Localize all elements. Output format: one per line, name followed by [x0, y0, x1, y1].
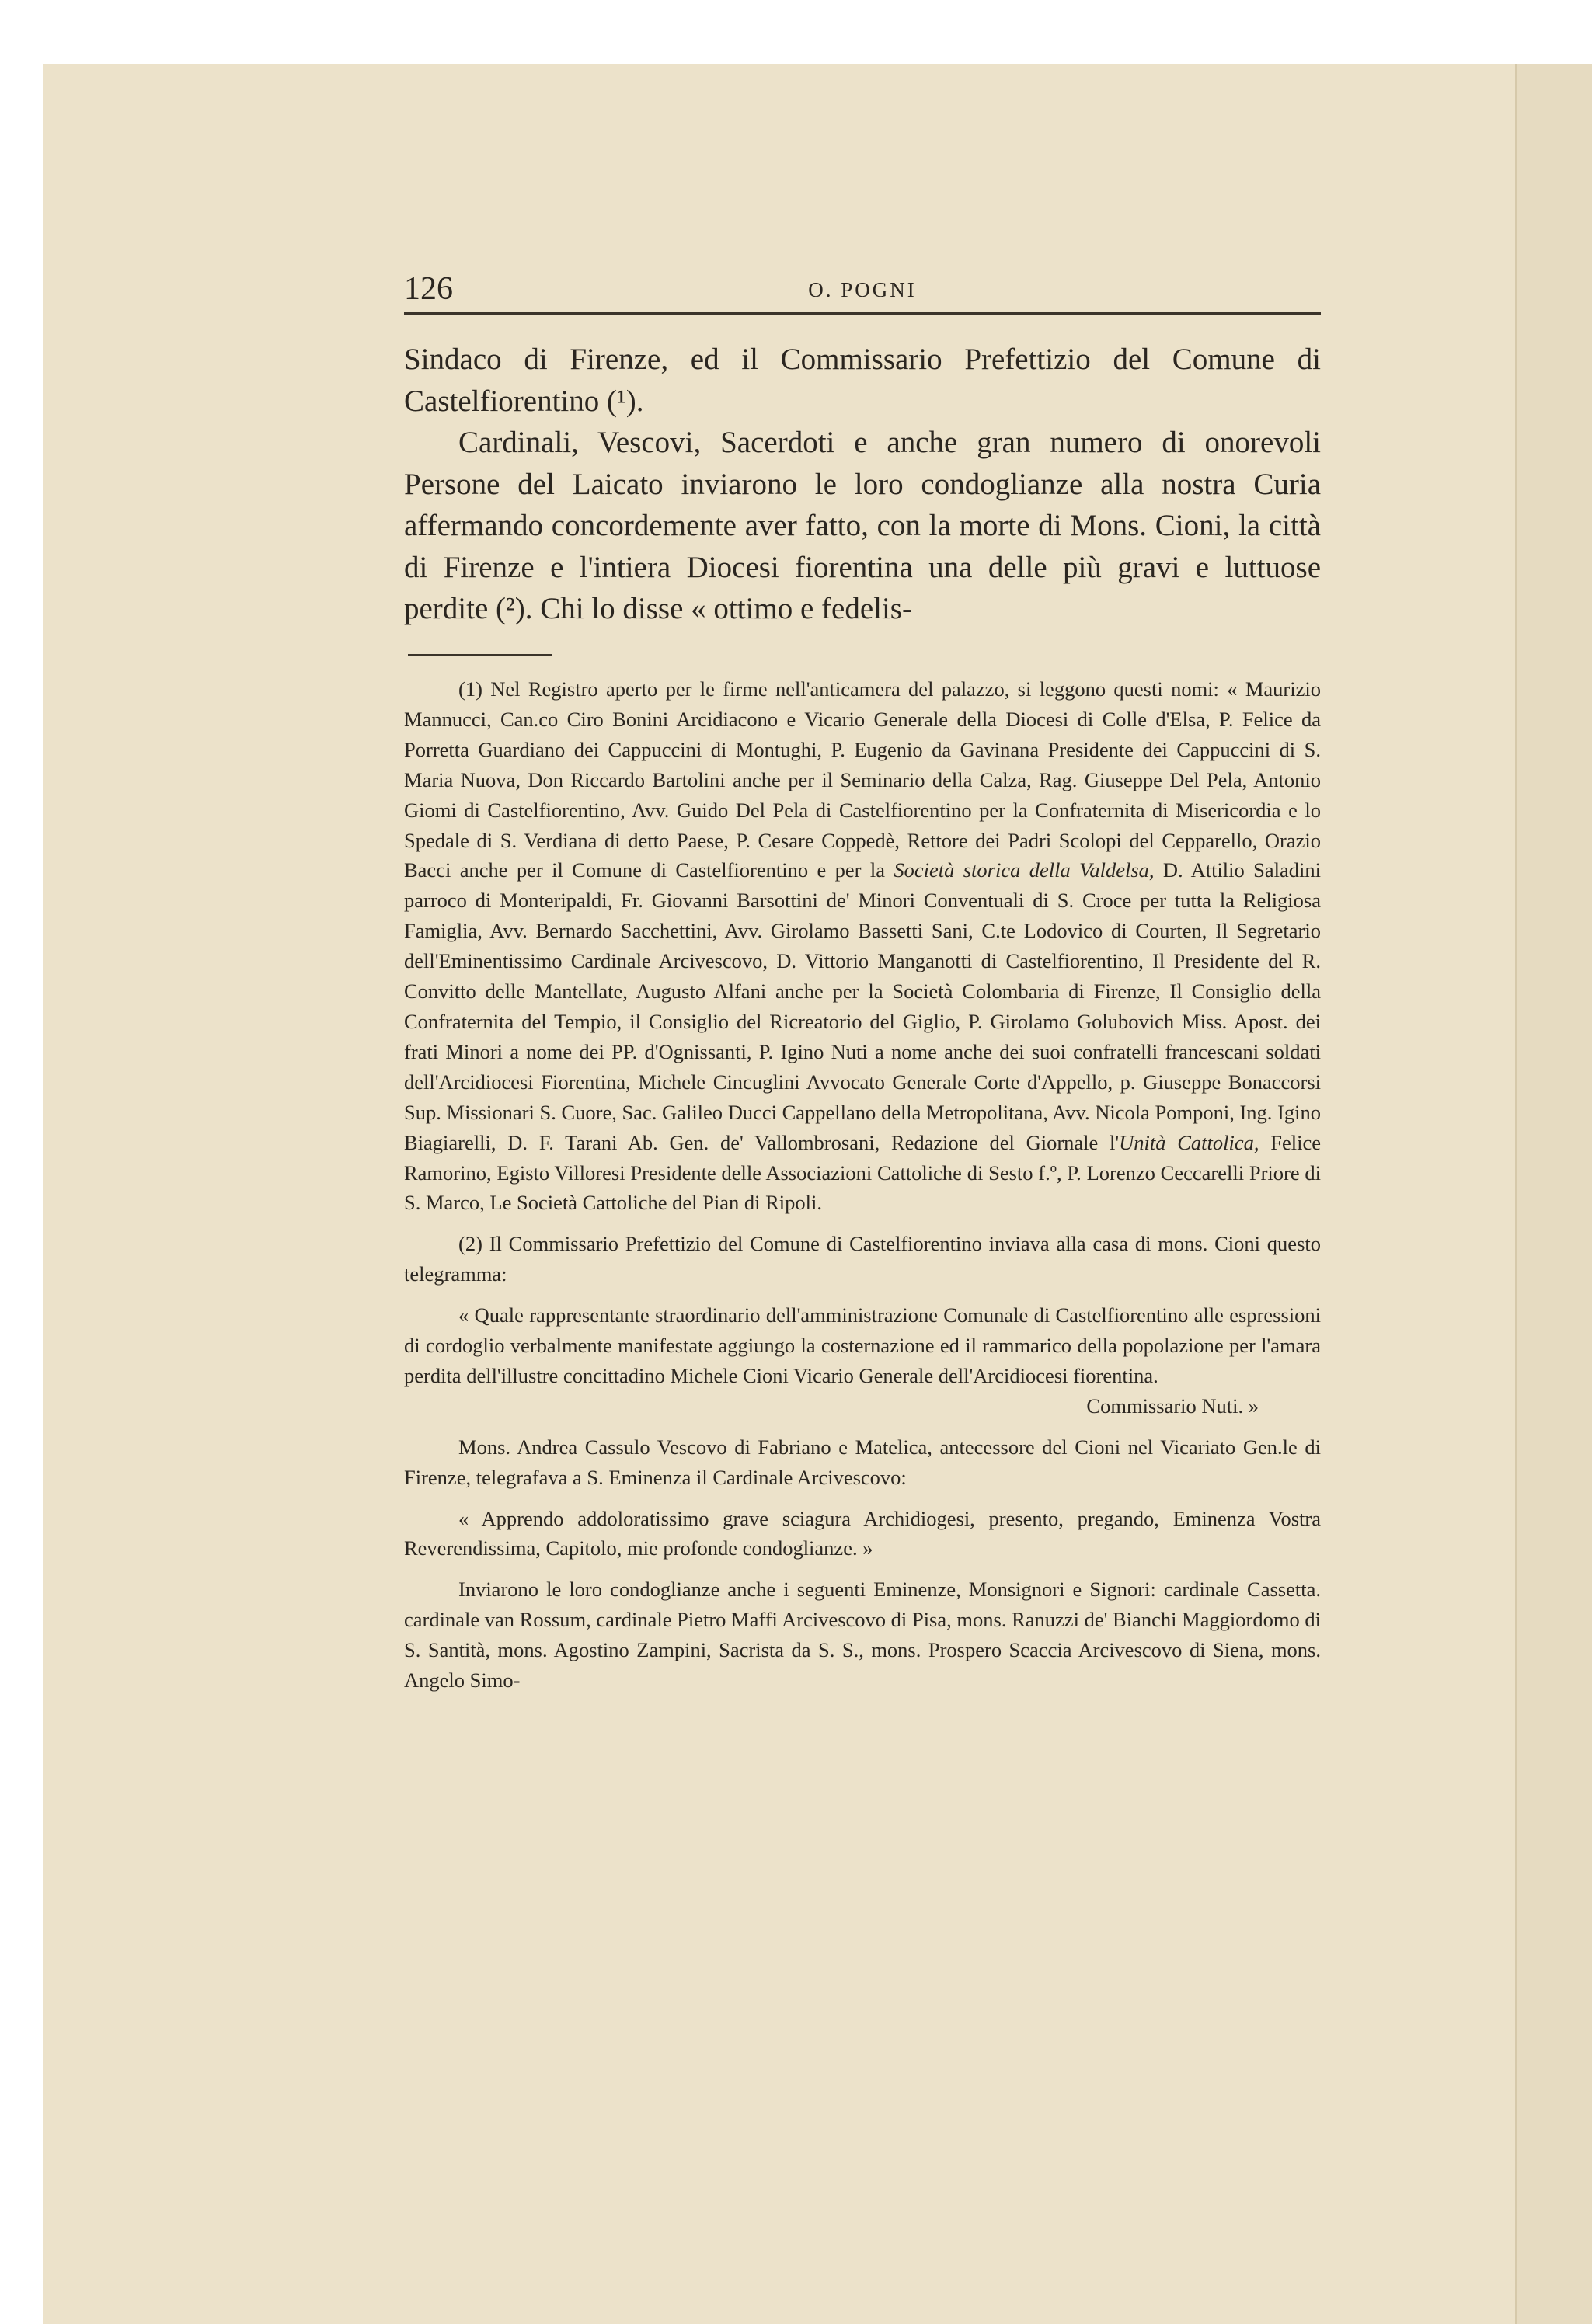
footnote-1-italic-b: Unità Cattolica, [1119, 1130, 1259, 1154]
paragraph-1: Sindaco di Firenze, ed il Commissario Prefettizio del Comune di Castelfiorentino (¹). [404, 343, 1321, 418]
footnote-2-cassulo-message: « Apprendo addoloratissimo grave sciagura Archidiogesi, presento, pregando, Eminenza Vostra Reverendissima, Capitolo, mie profonde condoglianze. » [404, 1506, 1321, 1560]
footnote-2-telegram: « Quale rappresentante straordinario dell'amministrazione Comunale di Castelfiorentino alle espressioni di cordoglio verbalmente manifestate aggiungo la costernazione ed il rammarico della popolazione per l'amara perdita dell'illustre concittadino Michele Cioni Vicario Generale dell'Arcidiocesi fiorentina. [404, 1303, 1321, 1387]
adjacent-page-edge [1515, 64, 1592, 2324]
footnote-2-cassulo: Mons. Andrea Cassulo Vescovo di Fabriano e Matelica, antecessore del Cioni nel Vicariato Gen.le di Firenze, telegrafava a S. Eminenza il Cardinale Arcivescovo: [404, 1435, 1321, 1489]
footnote-2-signature: Commissario Nuti. » [1086, 1393, 1259, 1418]
footnote-2-others: Inviarono le loro condoglianze anche i seguenti Eminenze, Monsignori e Signori: cardinale Cassetta. cardinale van Rossum, cardinale Pietro Maffi Arcivescovo di Pisa, mons. Ranuzzi de' Bianchi Maggiordomo di S. Santità, mons. Agostino Zampini, Sacrista da S. S., mons. Prospero Scaccia Arcivescovo di Siena, mons. Angelo Simo- [404, 1578, 1321, 1693]
running-head: O. POGNI [808, 278, 917, 301]
footnote-rule [408, 654, 552, 656]
footnotes [404, 674, 1321, 1696]
footnote-1-text-c: Felice Ramorino, Egisto Villoresi Presidente delle Associazioni Cattoliche di Sesto f.º, P. Lorenzo Ceccarelli Priore di S. Marco, Le Società Cattoliche del Pian di Ripoli. [404, 1130, 1322, 1215]
main-text [404, 339, 1321, 630]
footnote-1-text-b: D. Attilio Saladini parroco di Monteripaldi, Fr. Giovanni Barsottini de' Minori Conventuali di S. Croce per tutta la Religiosa Famiglia, Avv. Bernardo Sacchettini, Avv. Girolamo Bassetti Sani, C.te Lodovico di Courten, Il Segretario dell'Eminentissimo Cardinale Arcivescovo, D. Vittorio Manganotti di Castelfiorentino, Il Presidente del R. Convitto delle Mantellate, Augusto Alfani anche per la Società Colombaria di Firenze, Il Consiglio della Confraternita del Tempio, il Consiglio del Ricreatorio del Giglio, P. Girolamo Golubovich Miss. Apost. dei frati Minori a nome dei PP. d'Ognissanti, P. Igino Nuti a nome anche dei suoi confratelli francescani soldati dell'Arcidiocesi Fiorentina, Michele Cincuglini Avvocato Generale Corte d'Appello, p. Giuseppe Bonaccorsi Sup. Missionari S. Cuore, Sac. Galileo Ducci Cappellano della Metropolitana, Avv. Nicola Pomponi, Ing. Igino Biagiarelli, D. F. Tarani Ab. Gen. de' Vallombrosani, Redazione del Giornale l' [404, 858, 1322, 1154]
footnote-1 [404, 674, 1321, 1218]
page-header [404, 270, 1321, 309]
footnote-1-text-a: (1) Nel Registro aperto per le firme nell'anticamera del palazzo, si leggono questi nomi: « Maurizio Mannucci, Can.co Ciro Bonini Arcidiacono e Vicario Generale della Diocesi di Colle d'Elsa, P. Felice da Porretta Guardiano dei Cappuccini di Montughi, P. Eugenio da Gavinana Presidente dei Cappuccini di S. Maria Nuova, Don Riccardo Bartolini anche per il Seminario della Calza, Rag. Giuseppe Del Pela, Antonio Giomi di Castelfiorentino, Avv. Guido Del Pela di Castelfiorentino per la Confraternita di Misericordia e lo Spedale di S. Verdiana di detto Paese, P. Cesare Coppedè, Rettore dei Padri Scolopi del Cepparello, Orazio Bacci anche per il Comune di Castelfiorentino e per la [404, 677, 1321, 882]
footnote-2-intro: (2) Il Commissario Prefettizio del Comune di Castelfiorentino inviava alla casa di mons. Cioni questo telegramma: [404, 1232, 1321, 1286]
footnote-1-italic-a: Società storica della Valdelsa, [894, 858, 1155, 882]
header-rule [404, 312, 1321, 315]
page-number: 126 [404, 271, 453, 307]
paragraph-2: Cardinali, Vescovi, Sacerdoti e anche gran numero di onorevoli Persone del Laicato inviarono le loro condoglianze alla nostra Curia affermando concordemente aver fatto, con la morte di Mons. Cioni, la città di Firenze e l'intiera Diocesi fiorentina una delle più gravi e luttuose perdite (²). Chi lo disse « ottimo e fedelis- [404, 426, 1321, 625]
